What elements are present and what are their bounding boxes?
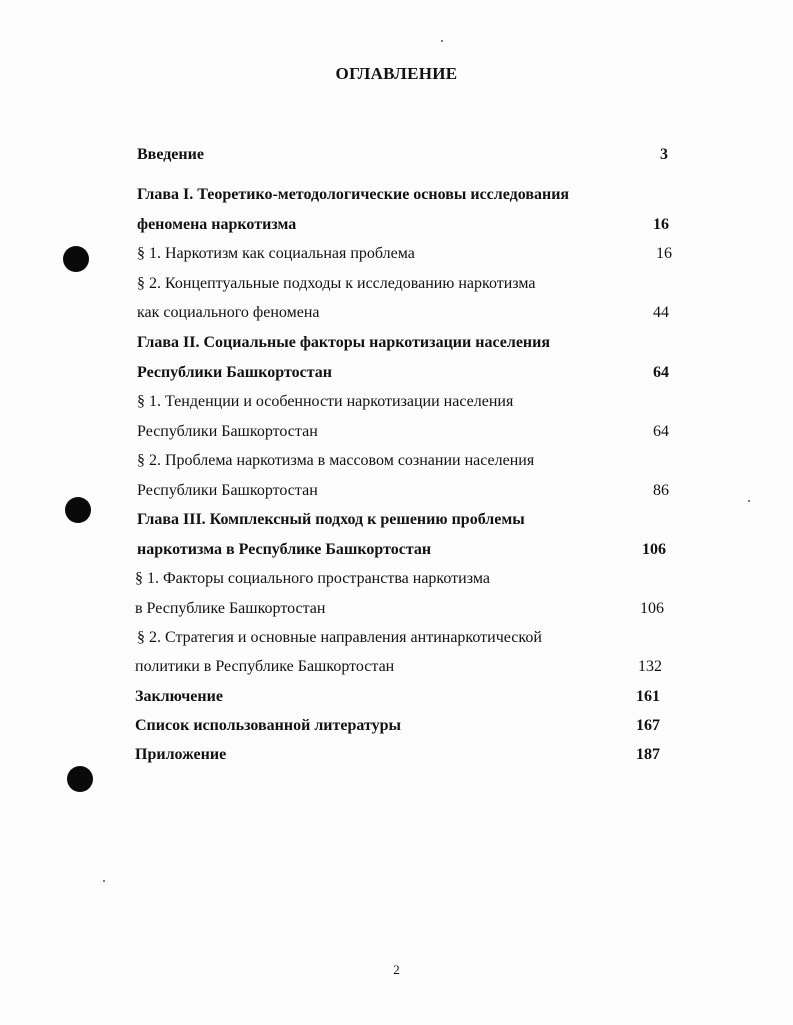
toc-chapter-1-line2: феномена наркотизма: [137, 216, 297, 233]
toc-page-section-1-2: 44: [653, 304, 669, 321]
toc-section-1-2-line2: как социального феномена: [137, 304, 320, 321]
toc-page-chapter-3: 106: [642, 541, 666, 558]
scan-speck: [441, 40, 443, 42]
punch-hole-bottom: [67, 766, 93, 792]
toc-section-2-1-line2: Республики Башкортостан: [137, 423, 318, 440]
toc-entry-references: Список использованной литературы: [135, 717, 401, 734]
punch-hole-middle: [65, 497, 91, 523]
toc-page-section-1-1: 16: [656, 245, 672, 262]
toc-section-1-2-line1: § 2. Концептуальные подходы к исследованию наркотизма: [137, 275, 536, 292]
toc-section-3-2-line1: § 2. Стратегия и основные направления антинаркотической: [137, 629, 542, 646]
toc-entry-intro: Введение: [137, 146, 204, 163]
toc-chapter-1-line1: Глава I. Теоретико-методологические основы исследования: [137, 186, 570, 203]
toc-chapter-3-line1: Глава III. Комплексный подход к решению проблемы: [137, 511, 525, 528]
toc-entry-appendix: Приложение: [135, 746, 227, 763]
toc-section-2-2-line2: Республики Башкортостан: [137, 482, 318, 499]
toc-page-chapter-1: 16: [653, 216, 669, 233]
toc-section-3-1-line2: в Республике Башкортостан: [135, 600, 326, 617]
toc-page-section-2-1: 64: [653, 423, 669, 440]
toc-page-section-3-2: 132: [638, 658, 662, 675]
toc-page-conclusion: 161: [636, 688, 660, 705]
toc-page-references: 167: [636, 717, 660, 734]
punch-hole-top: [63, 246, 89, 272]
toc-chapter-2-line2: Республики Башкортостан: [137, 364, 333, 381]
toc-section-2-2-line1: § 2. Проблема наркотизма в массовом сознании населения: [137, 452, 535, 469]
scan-speck: [103, 880, 105, 882]
toc-section-3-1-line1: § 1. Факторы социального пространства наркотизма: [135, 570, 490, 587]
toc-section-2-1-line1: § 1. Тенденции и особенности наркотизации населения: [137, 393, 514, 410]
toc-page-section-2-2: 86: [653, 482, 669, 499]
toc-page-section-3-1: 106: [640, 600, 664, 617]
toc-section-1-1: § 1. Наркотизм как социальная проблема: [137, 245, 415, 262]
page-number: 2: [393, 962, 400, 977]
toc-section-3-2-line2: политики в Республике Башкортостан: [135, 658, 395, 675]
toc-chapter-3-line2: наркотизма в Республике Башкортостан: [137, 541, 432, 558]
toc-page-chapter-2: 64: [653, 364, 669, 381]
scan-speck: [748, 500, 750, 502]
toc-chapter-2-line1: Глава II. Социальные факторы наркотизации населения: [137, 334, 551, 351]
page-title: ОГЛАВЛЕНИЕ: [335, 64, 458, 83]
toc-entry-conclusion: Заключение: [135, 688, 223, 705]
toc-page-appendix: 187: [636, 746, 660, 763]
toc-page-intro: 3: [660, 146, 668, 163]
